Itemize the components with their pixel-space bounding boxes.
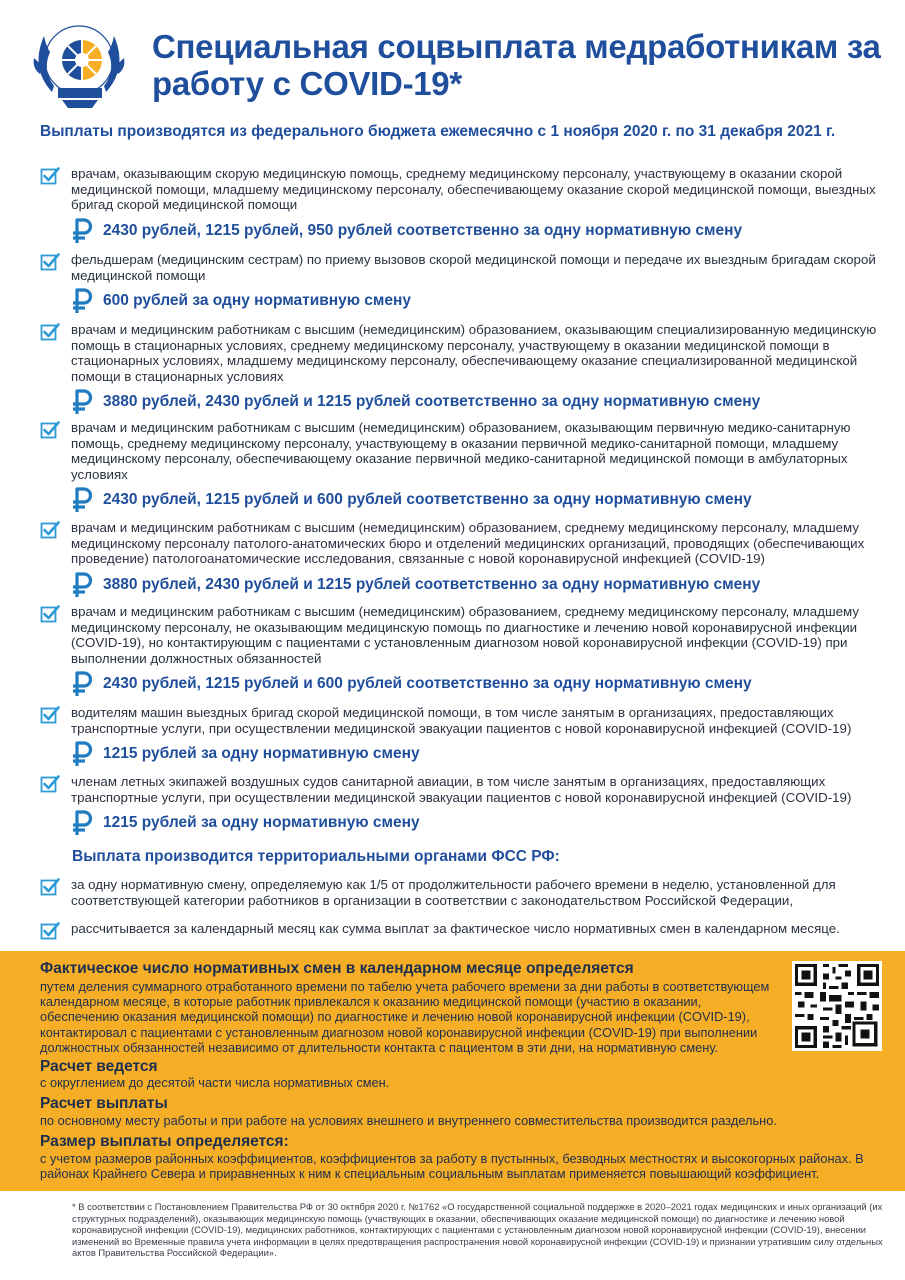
ruble-icon (71, 217, 93, 245)
checkbox-icon (40, 420, 60, 440)
block-text: путем деления суммарного отработанного времени по табелю учета рабочего времени за дни работы в соответствующем календарном месяце, в которые работник привлекался к оказанию медицинской помощи (участию в оказании, обеспечению оказания медицинской помощи) по диагностике и лечению новой коронавирусной инфекции (COVID-19), контактировал с пациентами с установленным диагнозом новой коронавирусной инфекции (COVID-19) при выполнении должностных обязанностей независимо от длительности контакта с пациентом в эти дни, на нормативную смену. (40, 979, 770, 1055)
payment-amount: 3880 рублей, 2430 рублей и 1215 рублей соответственно за одну нормативную смену (103, 575, 761, 593)
checkbox-icon (40, 520, 60, 540)
list-item (40, 252, 890, 315)
payment-amount: 2430 рублей, 1215 рублей и 600 рублей соответственно за одну нормативную смену (103, 491, 752, 509)
payment-amount: 600 рублей за одну нормативную смену (103, 292, 411, 310)
item-text: врачам и медицинским работникам с высшим (немедицинским) образованием, среднему медицинскому персоналу, младшему медицинскому персоналу, не оказывающим медицинскую помощь по диагностике и лечению новой коронавирусной инфекции (COVID-19), но контактирующим с пациентами с установленным диагнозом новой коронавирусной инфекции (COVID-19) при выполнении должностных обязанностей (71, 604, 859, 666)
ruble-icon (71, 740, 93, 768)
list-item (40, 520, 890, 599)
item-text: врачам, оказывающим скорую медицинскую помощь, среднему медицинскому персоналу, участвующему в оказании скорой медицинской помощи, младшему медицинскому персоналу, обеспечивающему оказание скорой медицинской помощи, выездных бригад скорой медицинской помощи (71, 166, 876, 213)
ruble-icon (71, 287, 93, 315)
item-text: врачам и медицинским работникам с высшим (немедицинским) образованием, среднему медицинскому персоналу, младшему медицинскому персоналу патолого-анатомических бюро и отделений медицинских организаций, проводящих (обеспечивающих проведение) патологоанатомические исследования, связанные с новой коронавирусной инфекцией (COVID-19) (71, 520, 865, 567)
intro-text: Выплаты производятся из федерального бюджета ежемесячно с 1 ноября 2020 г. по 31 декабря 2021 г. (40, 123, 836, 140)
payment-amount: 2430 рублей, 1215 рублей, 950 рублей соответственно за одну нормативную смену (103, 221, 743, 239)
ruble-icon (71, 571, 93, 599)
info-block (0, 951, 905, 1191)
list-item (40, 774, 890, 837)
checkbox-icon (40, 604, 60, 624)
ruble-icon (71, 809, 93, 837)
header (0, 0, 905, 120)
footnote: * В соответствии с Постановлением Правительства РФ от 30 октября 2020 г. №1762 «О государственной социальной поддержке в 2020–2021 годах медицинских и иных организаций (их структурных подразделений), оказывающих медицинскую помощь (участвующих в оказании, обеспечивающих оказание медицинской помощи) по диагностике и лечению новой коронавирусной инфекции (COVID-19), медицинских работников, контактирующих с пациентами с установленным диагнозом новой коронавирусной инфекции (COVID-19), внесении изменений во Временные правила учета информации в целях предотвращения распространения новой коронавирусной инфекции (COVID-19) и признании утратившим силу отдельных актов Правительства Российской Федерации». (72, 1201, 883, 1259)
payment-amount: 2430 рублей, 1215 рублей и 600 рублей соответственно за одну нормативную смену (103, 675, 752, 693)
payment-line (71, 811, 890, 837)
fss-list-item (40, 877, 890, 908)
item-text: водителям машин выездных бригад скорой медицинской помощи, в том числе занятым в организациях, предоставляющих транспортные услуги, при осуществлении медицинской эвакуации пациентов с новой коронавирусной инфекцией (COVID-19) (71, 705, 852, 736)
payment-line (71, 289, 890, 315)
block-heading: Расчет выплаты (40, 1095, 168, 1112)
checkbox-icon (40, 774, 60, 794)
block-heading: Расчет ведется (40, 1058, 158, 1075)
payment-line (71, 390, 890, 416)
checkbox-icon (40, 322, 60, 342)
item-text: членам летных экипажей воздушных судов санитарной авиации, в том числе занятым в организациях, предоставляющих транспортные услуги, при осуществлении медицинской эвакуации пациентов с новой коронавирусной инфекцией (COVID-19) (71, 774, 852, 805)
qr-code-icon[interactable] (792, 961, 882, 1051)
ruble-icon (71, 670, 93, 698)
block-text: по основному месту работы и при работе на условиях внешнего и внутреннего совместительства производится раздельно. (40, 1113, 777, 1128)
item-text: врачам и медицинским работникам с высшим (немедицинским) образованием, оказывающим специализированную медицинскую помощь в стационарных условиях, среднему медицинскому персоналу, участвующему в оказании медицинской помощи в стационарных условиях, младшему медицинскому персоналу, обеспечивающему оказание специализированной медицинской помощи в стационарных условиях (71, 322, 877, 384)
item-text: врачам и медицинским работникам с высшим (немедицинским) образованием, оказывающим первичную медико-санитарную помощь, среднему медицинскому персоналу, участвующему в оказании первичной медико-санитарной помощи, младшему медицинскому персоналу, обеспечивающему оказание первичной медико-санитарной медицинской помощи в амбулаторных условиях (71, 420, 851, 482)
payment-line (71, 219, 890, 245)
block-text: с учетом размеров районных коэффициентов, коэффициентов за работу в пустынных, безводных местностях и высокогорных районах. В районах Крайнего Севера и приравненных к ним к специальным социальным выплатам применяется повышающий коэффициент. (40, 1151, 864, 1182)
checkbox-icon (40, 705, 60, 725)
checkbox-icon (40, 877, 60, 897)
fss-logo-icon (22, 14, 136, 116)
list-item (40, 420, 890, 514)
ruble-icon (71, 486, 93, 514)
block-heading: Фактическое число нормативных смен в календарном месяце определяется (40, 960, 634, 977)
block-heading: Размер выплаты определяется: (40, 1133, 289, 1150)
list-item (40, 705, 890, 768)
fss-list-item (40, 921, 890, 937)
payment-amount: 3880 рублей, 2430 рублей и 1215 рублей соответственно за одну нормативную смену (103, 393, 761, 411)
checkbox-icon (40, 921, 60, 941)
payment-line (71, 742, 890, 768)
payment-line (71, 672, 890, 698)
list-item (40, 166, 890, 245)
payment-line (71, 488, 890, 514)
item-text: за одну нормативную смену, определяемую как 1/5 от продолжительности рабочего времени в неделю, установленной для соответствующей категории работников в организации в соответствии с законодательством Российской Федерации, (71, 877, 836, 908)
list-item (40, 322, 890, 416)
ruble-icon (71, 388, 93, 416)
payment-line (71, 573, 890, 599)
page-title: Специальная соцвыплата медработникам за работу с COVID-19* (152, 28, 881, 102)
item-text: рассчитывается за календарный месяц как сумма выплат за фактическое число нормативных смен в календарном месяце. (71, 921, 840, 936)
payment-amount: 1215 рублей за одну нормативную смену (103, 814, 420, 832)
list-item (40, 604, 890, 698)
fss-heading: Выплата производится территориальными органами ФСС РФ: (72, 848, 560, 865)
checkbox-icon (40, 166, 60, 186)
payment-amount: 1215 рублей за одну нормативную смену (103, 745, 420, 763)
block-text: с округлением до десятой части числа нормативных смен. (40, 1075, 390, 1090)
item-text: фельдшерам (медицинским сестрам) по приему вызовов скорой медицинской помощи и передаче их выездным бригадам скорой медицинской помощи (71, 252, 876, 283)
checkbox-icon (40, 252, 60, 272)
